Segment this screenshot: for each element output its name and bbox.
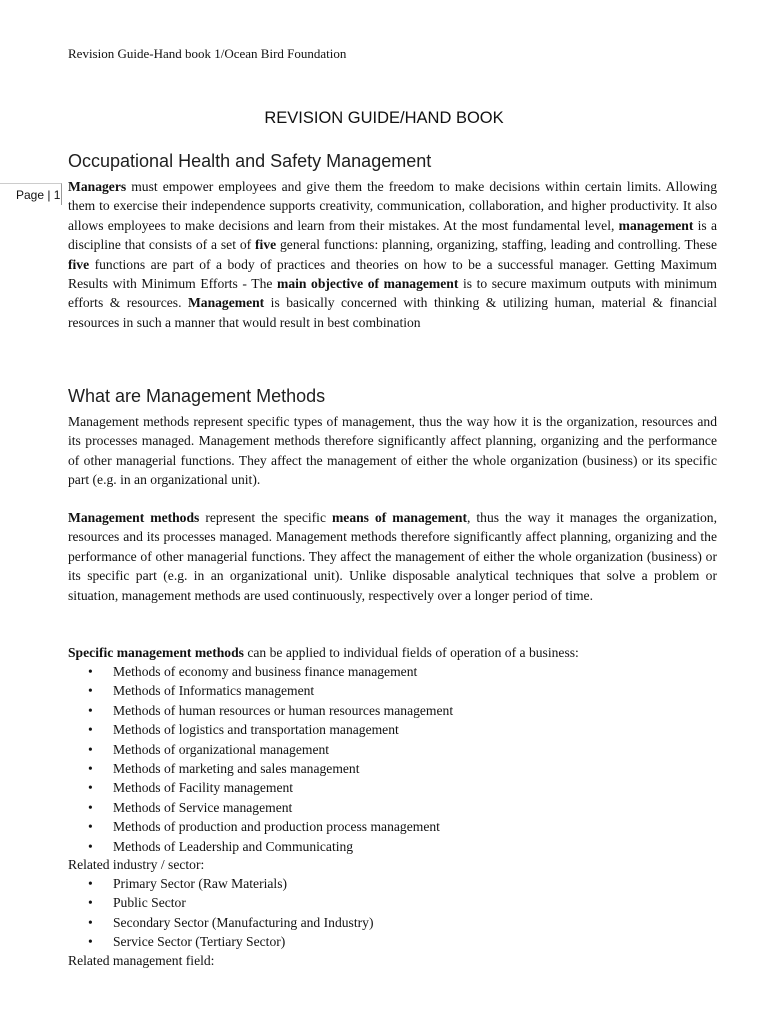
list-item [68, 740, 453, 759]
list-item [68, 662, 453, 681]
list-item [68, 778, 453, 797]
bullet-icon: • [88, 895, 93, 911]
list-item [68, 874, 373, 893]
list-item [68, 932, 373, 951]
bullet-icon: • [88, 760, 93, 776]
bold-term: Managers [68, 179, 127, 194]
bullet-icon: • [88, 934, 93, 950]
bold-term: Management [187, 295, 265, 311]
list-item-text: Primary Sector (Raw Materials) [113, 876, 288, 891]
list-item [68, 798, 453, 817]
list-item-text: Secondary Sector (Manufacturing and Industry) [113, 914, 374, 930]
bullet-icon: • [88, 741, 93, 757]
list-item-text: Service Sector (Tertiary Sector) [113, 934, 286, 950]
list-item [68, 759, 453, 778]
bold-term: five [68, 256, 90, 272]
methods-paragraph-1: Management methods represent specific types of management, thus the way how it is the organization, resources and its processes managed. Management methods therefore significantly affect planning, organizing and the performance of other managerial functions. They affect the management of either the whole organization (business) or its specific part (e.g. in an organizational unit). [68, 414, 717, 488]
list-item-text: Methods of organizational management [113, 741, 330, 757]
list-item-text: Methods of marketing and sales management [113, 760, 360, 776]
document-title: REVISION GUIDE/HAND BOOK [264, 109, 504, 127]
list-item-text: Methods of economy and business finance management [113, 664, 418, 679]
bullet-icon: • [88, 780, 93, 796]
list-item-text: Methods of human resources or human resources management [113, 702, 454, 718]
intro-paragraph [68, 177, 717, 332]
industry-label: Related industry / sector: [68, 857, 205, 872]
section-heading-methods: What are Management Methods [68, 386, 326, 406]
methods-paragraph-3 [68, 643, 717, 662]
list-item [68, 720, 453, 739]
bullet-icon: • [88, 722, 93, 738]
bullet-icon: • [88, 914, 93, 930]
text-run: is basically concerned with thinking & utilizing human, material & financial resources in such a manner that would result in best combination [68, 295, 717, 330]
bold-term: five [255, 237, 277, 253]
field-label: Related management field: [68, 953, 215, 968]
list-item [68, 681, 453, 700]
sectors-list [68, 874, 373, 952]
list-item [68, 837, 453, 856]
list-item-text: Methods of Informatics management [113, 683, 315, 699]
section-heading-ohs: Occupational Health and Safety Management [68, 151, 432, 171]
bullet-icon: • [88, 838, 93, 854]
text-run: can be applied to individual fields of operation of a business: [243, 645, 579, 660]
bold-term: management [618, 217, 694, 233]
bullet-icon: • [88, 683, 93, 699]
bullet-icon: • [88, 664, 93, 679]
text-run: , thus the way it manages the organization, resources and its processes managed. Management methods therefore significantly affect planning, organizing and the performance of other managerial functions. They affect the management of either the whole organization (business) or its specific part (e.g. in an organizational unit). Unlike disposable analytical techniques that solve a problem or situation, management methods are used continuously, respectively over a longer period of time. [68, 510, 718, 603]
text-run: is to secure maximum outputs with minimum efforts & resources. [68, 276, 717, 311]
list-item-text: Methods of Leadership and Communicating [113, 838, 354, 854]
methods-list [68, 662, 453, 856]
text-run: must empower employees and give them the freedom to make decisions within certain limits. Allowing them to exercise their independence supports creativity, communication, collaboration, and higher productivity. It also allows employees to make decisions and learn from their mistakes. At the most fundamental level, [68, 179, 717, 233]
list-item [68, 913, 373, 932]
list-item-text: Methods of Facility management [113, 780, 294, 796]
list-item-text: Public Sector [113, 895, 186, 911]
bullet-icon: • [88, 702, 93, 718]
list-item [68, 817, 453, 836]
bullet-icon: • [88, 819, 93, 835]
list-item-text: Methods of logistics and transportation management [113, 722, 399, 738]
text-run: functions are part of a body of practices and theories on how to be a successful manager. Getting Maximum Results with Minimum Efforts - The [68, 256, 717, 292]
bold-term: Management methods [68, 510, 200, 525]
text-run: is a discipline that consists of a set of [68, 217, 717, 253]
bullet-icon: • [88, 876, 93, 891]
page-number-label: Page | 1 [0, 183, 62, 205]
list-item-text: Methods of production and production process management [113, 819, 440, 835]
text-run: general functions: planning, organizing, staffing, leading and controlling. These [276, 237, 717, 253]
text-run: represent the specific [199, 510, 332, 525]
list-item-text: Methods of Service management [113, 799, 293, 815]
bold-term: Specific management methods [68, 645, 244, 660]
list-item [68, 701, 453, 720]
list-item [68, 893, 373, 912]
bold-term: means of management [331, 510, 468, 525]
running-header: Revision Guide-Hand book 1/Ocean Bird Foundation [68, 46, 347, 61]
methods-paragraph-2 [68, 508, 717, 605]
bold-term: main objective of management [277, 276, 459, 292]
bullet-icon: • [88, 799, 93, 815]
